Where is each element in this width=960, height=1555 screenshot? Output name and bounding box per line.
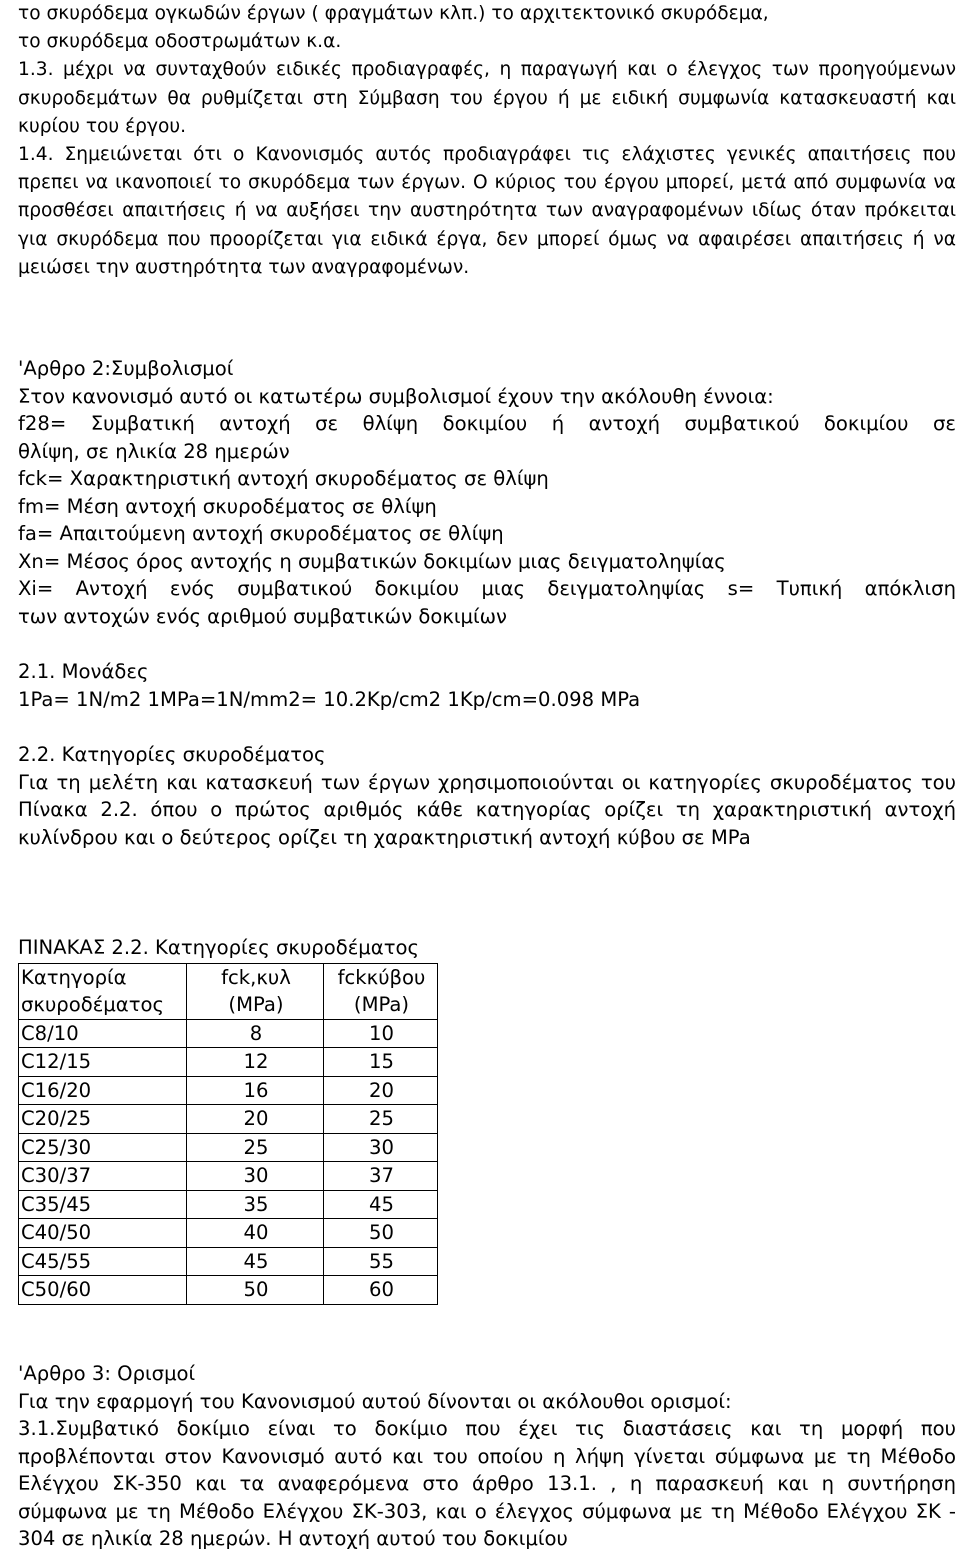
article-heading: 'Αρθρο 2:Συμβολισμοί [18, 357, 234, 380]
symbol-xn: Xn= Μέσος όρος αντοχής η συμβατικών δοκιμίων μιας δειγματοληψίας [18, 549, 726, 573]
fck-cube-cell: 25 [324, 1105, 438, 1134]
fck-cube-cell: 15 [324, 1048, 438, 1077]
text-line: το σκυρόδεμα ογκωδών έργων ( φραγμάτων κλπ.) το αρχιτεκτονικό σκυρόδεμα, [18, 3, 769, 24]
category-cell: C50/60 [19, 1276, 187, 1305]
paragraph-3-1: 3.1.Συμβατικό δοκίμιο είναι το δοκίμιο που έχει τις διαστάσεις και τη μορφή που προβλέπονται στον Κανονισμό αυτό και του οποίου η λήψη γίνεται σύμφωνα με τη Μέθοδο Ελέγχου ΣΚ-350 και τα αναφερόμενα στο άρθρο 13.1. , η παρασκευή και η συντήρηση σύμφωνα με τη Μέθοδο Ελέγχου ΣΚ-303, και ο έλεγχος σύμφωνα με τη Μέθοδο Ελέγχου ΣΚ - 304 σε ηλικία 28 ημερών. Η αντοχή αυτού του δοκιμίου [18, 1417, 956, 1550]
category-cell: C30/37 [19, 1162, 187, 1191]
article-2 [18, 355, 956, 630]
symbol-fa: fa= Απαιτούμενη αντοχή σκυροδέματος σε θλίψη [18, 522, 504, 545]
text-line: το σκυρόδεμα οδοστρωμάτων κ.α. [18, 31, 342, 53]
fck-cylinder-cell: 20 [187, 1105, 324, 1134]
header-cell: (MPa) [324, 991, 438, 1019]
category-cell: C35/45 [19, 1190, 187, 1219]
fck-cube-cell: 37 [324, 1162, 438, 1191]
fck-cube-cell: 60 [324, 1276, 438, 1305]
fck-cube-cell: 50 [324, 1219, 438, 1248]
table-row [19, 1219, 438, 1248]
header-cell: (MPa) [187, 991, 324, 1019]
section-1-continuation [18, 0, 956, 282]
symbol-xi: Xi= Αντοχή ενός συμβατικού δοκιμίου μιας δειγματοληψίας s= Τυπική απόκλιση [18, 577, 956, 600]
fck-cylinder-cell: 12 [187, 1048, 324, 1077]
fck-cylinder-cell: 45 [187, 1247, 324, 1276]
table-row [19, 1019, 438, 1048]
fck-cylinder-cell: 50 [187, 1276, 324, 1305]
fck-cube-cell: 30 [324, 1133, 438, 1162]
table-body [19, 1019, 438, 1304]
article-3 [18, 1360, 956, 1553]
section-heading: 2.2. Κατηγορίες σκυροδέματος [18, 743, 326, 766]
fck-cylinder-cell: 8 [187, 1019, 324, 1048]
units-text: 1Pa= 1N/m2 1MPa=1N/mm2= 10.2Kp/cm2 1Kp/cm=0.098 MPa [18, 687, 641, 711]
section-categories [18, 741, 956, 851]
table-row [19, 1190, 438, 1219]
category-cell: C20/25 [19, 1105, 187, 1134]
category-cell: C25/30 [19, 1133, 187, 1162]
article-intro: Για την εφαρμογή του Κανονισμού αυτού δίνονται οι ακόλουθοι ορισμοί: [18, 1389, 732, 1413]
category-cell: C40/50 [19, 1219, 187, 1248]
article-intro: Στον κανονισμό αυτό οι κατωτέρω συμβολισμοί έχουν την ακόλουθη έννοια: [18, 384, 774, 408]
fck-cube-cell: 55 [324, 1247, 438, 1276]
header-cell: fckκύβου [324, 963, 438, 991]
section-units [18, 658, 956, 713]
fck-cylinder-cell: 35 [187, 1190, 324, 1219]
header-cell: fck,κυλ [187, 963, 324, 991]
table-row [19, 1162, 438, 1191]
category-cell: C8/10 [19, 1019, 187, 1048]
paragraph-1-3: 1.3. μέχρι να συνταχθούν ειδικές προδιαγραφές, η παραγωγή και ο έλεγχος των προηγούμενων σκυροδεμάτων θα ρυθμίζεται στη Σύμβαση του έργου ή με ειδική συμφωνία κατασκευαστή και κυρίου του έργου. [18, 59, 956, 137]
symbol-f28-cont: θλίψη, σε ηλικία 28 ημερών [18, 439, 290, 463]
symbol-fck: fck= Χαρακτηριστική αντοχή σκυροδέματος σε θλίψη [18, 467, 549, 490]
category-cell: C45/55 [19, 1247, 187, 1276]
table-header-row [19, 963, 438, 991]
category-cell: C12/15 [19, 1048, 187, 1077]
article-heading: 'Αρθρο 3: Ορισμοί [18, 1362, 196, 1385]
section-heading: 2.1. Μονάδες [18, 660, 149, 683]
table-row [19, 1276, 438, 1305]
table-row [19, 1048, 438, 1077]
table-section [18, 934, 438, 1305]
fck-cylinder-cell: 40 [187, 1219, 324, 1248]
fck-cube-cell: 20 [324, 1076, 438, 1105]
table-caption: ΠΙΝΑΚΑΣ 2.2. Κατηγορίες σκυροδέματος [18, 936, 419, 959]
symbol-xi-cont: των αντοχών ενός αριθμού συμβατικών δοκιμίων [18, 604, 507, 628]
table-row [19, 1105, 438, 1134]
categories-table [18, 963, 438, 1305]
paragraph-1-4: 1.4. Σημειώνεται ότι ο Κανονισμός αυτός προδιαγράφει τις ελάχιστες γενικές απαιτήσεις που πρεπει να ικανοποιεί το σκυρόδεμα των έργων. Ο κύριος του έργου μπορεί, μετά από συμφωνία να προσθέσει απαιτήσεις ή να αυξήσει την αυστηρότητα των αναγραφομένων ιδίως όταν πρόκειται για σκυρόδεμα που προορίζεται για ειδικά έργα, δεν μπορεί όμως να αφαιρέσει απαιτήσεις ή να μειώσει την αυστηρότητα των αναγραφομένων. [18, 144, 956, 278]
header-cell: σκυροδέματος [19, 991, 187, 1019]
symbol-f28: f28= Συμβατική αντοχή σε θλίψη δοκιμίου ή αντοχή συμβατικού δοκιμίου σε [18, 412, 956, 435]
header-cell: Κατηγορία [19, 963, 187, 991]
category-cell: C16/20 [19, 1076, 187, 1105]
fck-cylinder-cell: 25 [187, 1133, 324, 1162]
table-header-row [19, 991, 438, 1019]
categories-text: Για τη μελέτη και κατασκευή των έργων χρησιμοποιούνται οι κατηγορίες σκυροδέματος του Πίνακα 2.2. όπου ο πρώτος αριθμός κάθε κατηγορίας ορίζει τη χαρακτηριστική αντοχή κυλίνδρου και ο δεύτερος ορίζει τη χαρακτηριστική αντοχή κύβου σε MPa [18, 770, 956, 849]
fck-cylinder-cell: 16 [187, 1076, 324, 1105]
fck-cylinder-cell: 30 [187, 1162, 324, 1191]
table-row [19, 1133, 438, 1162]
fck-cube-cell: 45 [324, 1190, 438, 1219]
table-row [19, 1076, 438, 1105]
symbol-fm: fm= Μέση αντοχή σκυροδέματος σε θλίψη [18, 494, 437, 518]
fck-cube-cell: 10 [324, 1019, 438, 1048]
table-row [19, 1247, 438, 1276]
